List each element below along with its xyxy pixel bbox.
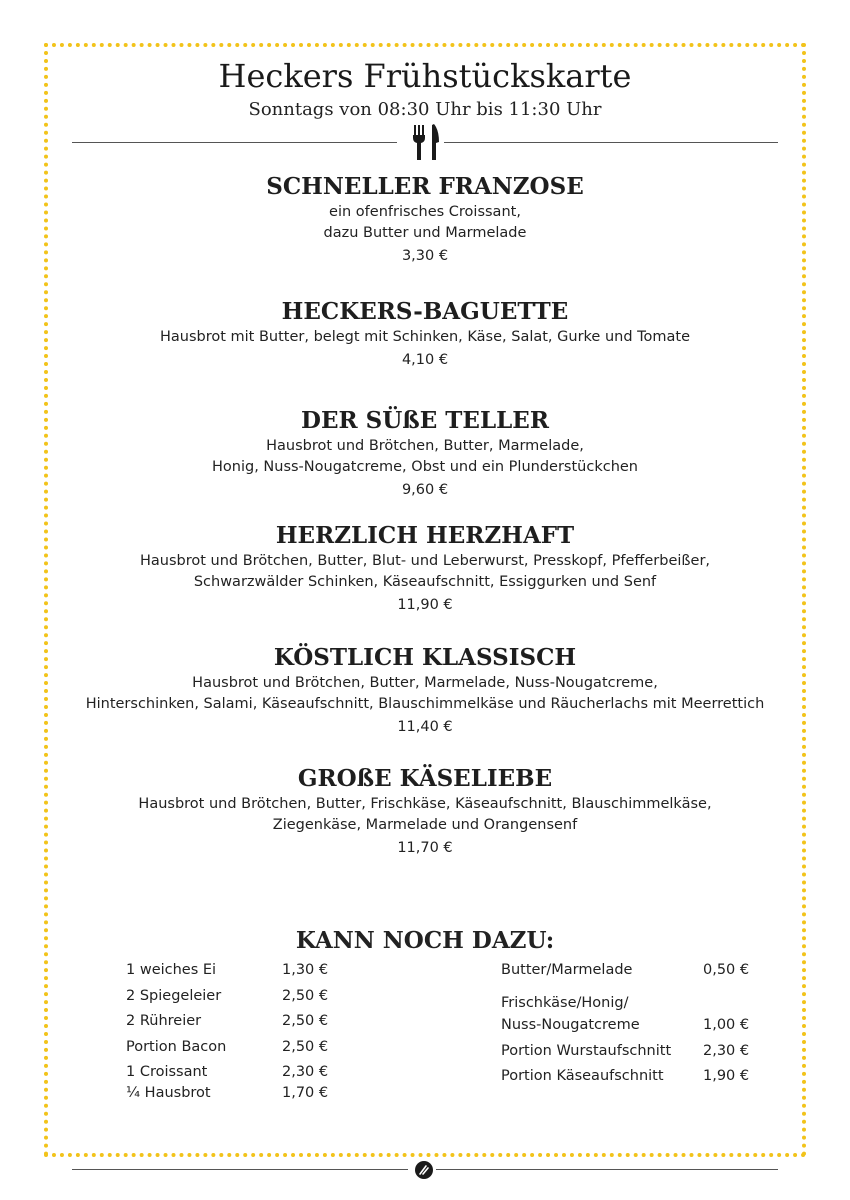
extras-title: KANN NOCH DAZU:	[295, 927, 555, 954]
divider-line-left	[72, 1169, 408, 1170]
extra-name: 1 Croissant	[126, 1064, 208, 1080]
extra-name: Nuss-Nougatcreme	[501, 1017, 640, 1033]
dish-description-line: ein ofenfrisches Croissant,	[329, 204, 521, 220]
dish-item	[0, 521, 850, 616]
extra-price: 2,50 €	[282, 1039, 329, 1055]
divider-line-right	[436, 1169, 778, 1170]
dish-description-line: Schwarzwälder Schinken, Käseaufschnitt, Essiggurken und Senf	[193, 574, 657, 590]
dish-name: HECKERS-BAGUETTE	[281, 298, 569, 325]
divider-line-right	[444, 142, 778, 143]
dish-name: HERZLICH HERZHAFT	[275, 522, 575, 549]
extra-price: 2,50 €	[282, 1013, 329, 1029]
logo-icon	[414, 1160, 434, 1180]
extra-name: 1 weiches Ei	[126, 962, 217, 978]
dish-description-line: Honig, Nuss-Nougatcreme, Obst und ein Plunderstückchen	[212, 459, 638, 475]
dish-description-line: Hausbrot und Brötchen, Butter, Frischkäse, Käseaufschnitt, Blauschimmelkäse,	[138, 796, 712, 812]
dish-price: 11,70 €	[397, 840, 453, 856]
extra-name: 2 Rühreier	[126, 1013, 202, 1029]
divider-line-left	[72, 142, 397, 143]
dish-description-line: Hausbrot und Brötchen, Butter, Marmelade, Nuss-Nougatcreme,	[192, 675, 658, 691]
dish-item	[0, 172, 850, 267]
dish-price: 9,60 €	[401, 482, 449, 498]
header-divider	[72, 122, 778, 162]
dish-price: 4,10 €	[401, 352, 449, 368]
dish-name: DER SÜßE TELLER	[301, 407, 549, 434]
extra-price: 1,30 €	[282, 962, 329, 978]
footer-divider	[72, 1158, 778, 1182]
dish-name: GROßE KÄSELIEBE	[297, 765, 553, 792]
dish-description-line: Hausbrot mit Butter, belegt mit Schinken, Käse, Salat, Gurke und Tomate	[159, 329, 691, 345]
extra-name: Portion Wurstaufschnitt	[501, 1043, 672, 1059]
dish-description-line: Hausbrot und Brötchen, Butter, Blut- und Leberwurst, Presskopf, Pfefferbeißer,	[139, 553, 711, 569]
dish-item	[0, 297, 850, 371]
extra-name: 2 Spiegeleier	[126, 988, 222, 1004]
extra-price: 2,30 €	[282, 1064, 329, 1080]
dish-name: KÖSTLICH KLASSISCH	[273, 644, 577, 671]
menu-header	[0, 56, 850, 122]
dish-item	[0, 643, 850, 738]
extra-price: 1,70 €	[282, 1085, 329, 1101]
extra-name: Butter/Marmelade	[501, 962, 633, 978]
dish-name: SCHNELLER FRANZOSE	[266, 173, 584, 200]
page-title: Heckers Frühstückskarte	[218, 57, 632, 95]
dish-description-line: Hinterschinken, Salami, Käseaufschnitt, Blauschimmelkäse und Räucherlachs mit Meerrettich	[85, 696, 765, 712]
dish-description-line: Hausbrot und Brötchen, Butter, Marmelade,	[266, 438, 584, 454]
extra-price: 2,50 €	[282, 988, 329, 1004]
extra-name: ¼ Hausbrot	[126, 1085, 211, 1101]
dish-item	[0, 764, 850, 859]
opening-hours: Sonntags von 08:30 Uhr bis 11:30 Uhr	[248, 99, 602, 120]
extra-name: Portion Käseaufschnitt	[501, 1068, 664, 1084]
dish-price: 11,90 €	[397, 597, 453, 613]
dish-description-line: dazu Butter und Marmelade	[323, 225, 527, 241]
extra-price: 0,50 €	[703, 962, 750, 978]
cutlery-icon	[406, 122, 446, 162]
extra-name: Frischkäse/Honig/	[501, 995, 629, 1011]
extra-price: 2,30 €	[703, 1043, 750, 1059]
extra-price: 1,00 €	[703, 1017, 750, 1033]
dish-price: 11,40 €	[397, 719, 453, 735]
dish-price: 3,30 €	[401, 248, 449, 264]
dish-item	[0, 406, 850, 501]
extra-price: 1,90 €	[703, 1068, 750, 1084]
dish-description-line: Ziegenkäse, Marmelade und Orangensenf	[272, 817, 578, 833]
extra-name: Portion Bacon	[126, 1039, 227, 1055]
